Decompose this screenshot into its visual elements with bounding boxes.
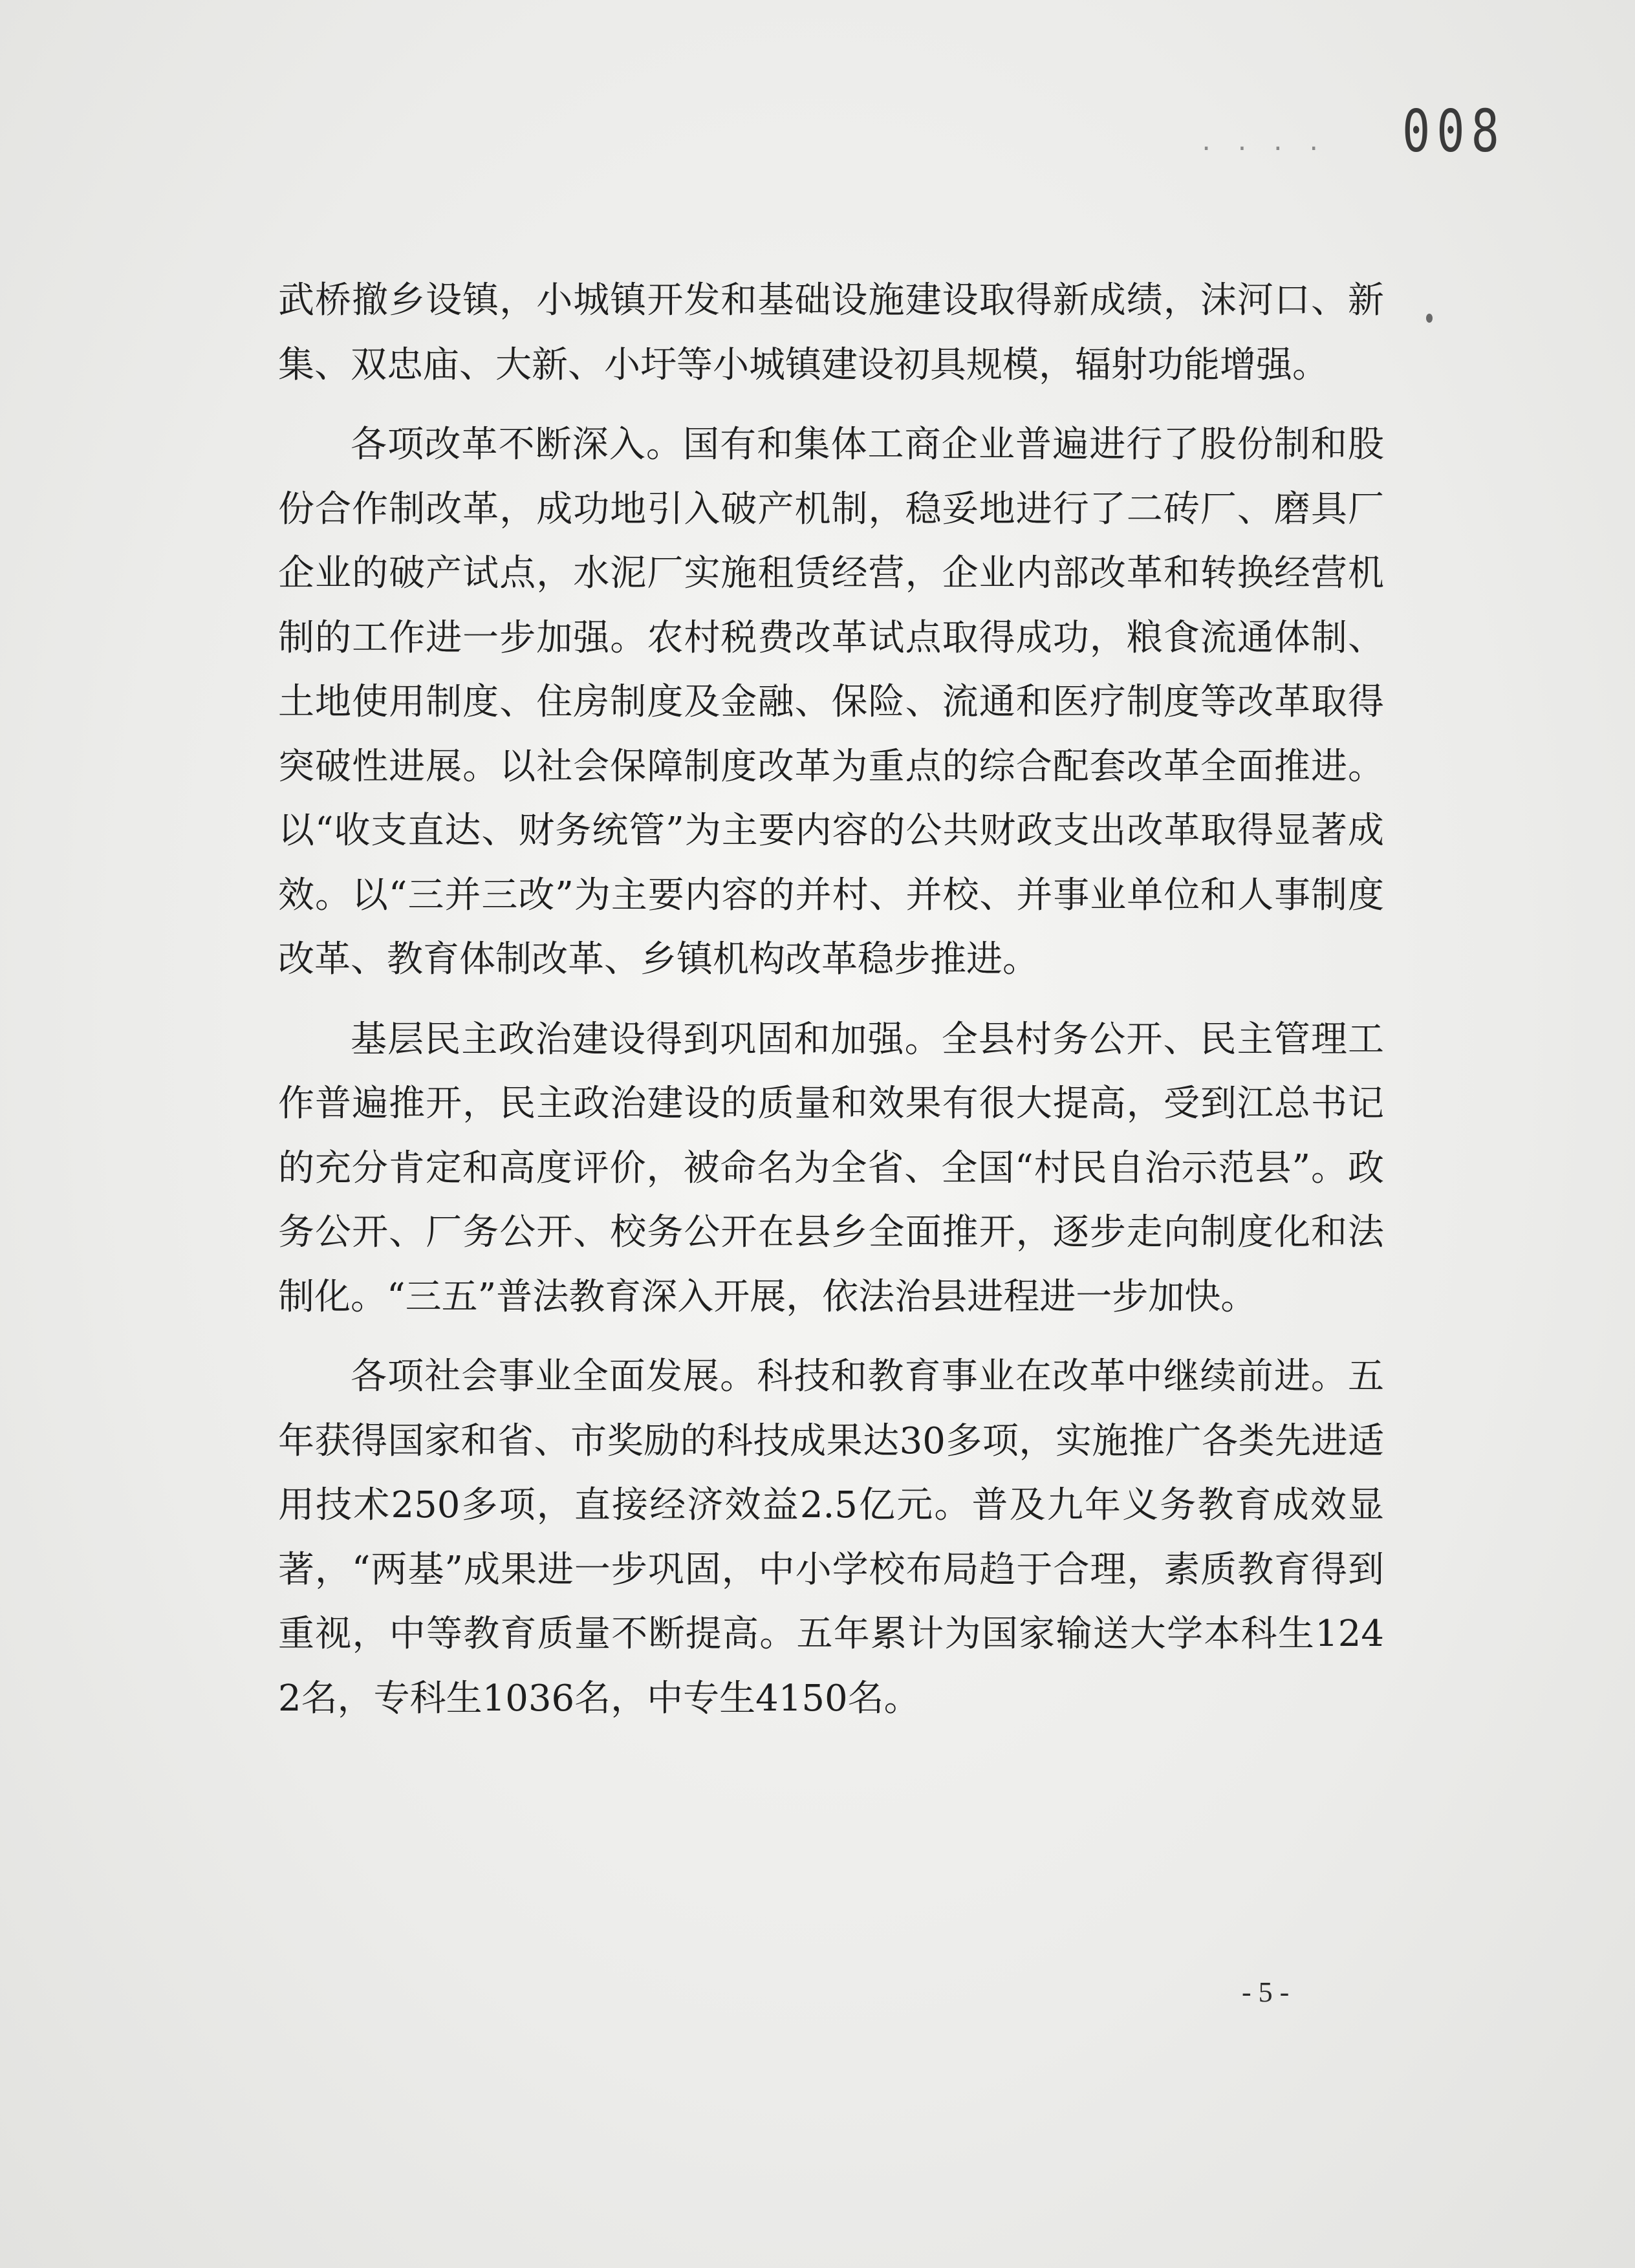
stamp-dots: · · · · [1199, 136, 1325, 162]
scan-speck [1426, 314, 1433, 323]
page-number: - 5 - [1242, 1976, 1290, 2008]
document-body [278, 268, 1384, 1746]
paragraph-continuation: 武桥撤乡设镇，小城镇开发和基础设施建设取得新成绩，沫河口、新集、双忠庙、大新、小圩等小城镇建设初具规模，辐射功能增强。 [278, 279, 1384, 386]
page-stamp-number: 008 [1402, 96, 1506, 165]
paragraph-social-affairs: 各项社会事业全面发展。科技和教育事业在改革中继续前进。五年获得国家和省、市奖励的科技成果达30多项，实施推广各类先进适用技术250多项，直接经济效益2.5亿元。普及九年义务教育成效显著，“两基”成果进一步巩固，中小学校布局趋于合理，素质教育得到重视，中等教育质量不断提高。五年累计为国家输送大学本科生1242名，专科生1036名，中专生4150名。 [278, 1355, 1384, 1720]
paragraph-democracy: 基层民主政治建设得到巩固和加强。全县村务公开、民主管理工作普遍推开，民主政治建设的质量和效果有很大提高，受到江总书记的充分肯定和高度评价，被命名为全省、全国“村民自治示范县”。政务公开、厂务公开、校务公开在县乡全面推开，逐步走向制度化和法制化。“三五”普法教育深入开展，依法治县进程进一步加快。 [278, 1018, 1384, 1318]
paragraph-reform: 各项改革不断深入。国有和集体工商企业普遍进行了股份制和股份合作制改革，成功地引入破产机制，稳妥地进行了二砖厂、磨具厂企业的破产试点，水泥厂实施租赁经营，企业内部改革和转换经营机制的工作进一步加强。农村税费改革试点取得成功，粮食流通体制、土地使用制度、住房制度及金融、保险、流通和医疗制度等改革取得突破性进展。以社会保障制度改革为重点的综合配套改革全面推进。以“收支直达、财务统管”为主要内容的公共财政支出改革取得显著成效。以“三并三改”为主要内容的并村、并校、并事业单位和人事制度改革、教育体制改革、乡镇机构改革稳步推进。 [278, 424, 1384, 980]
